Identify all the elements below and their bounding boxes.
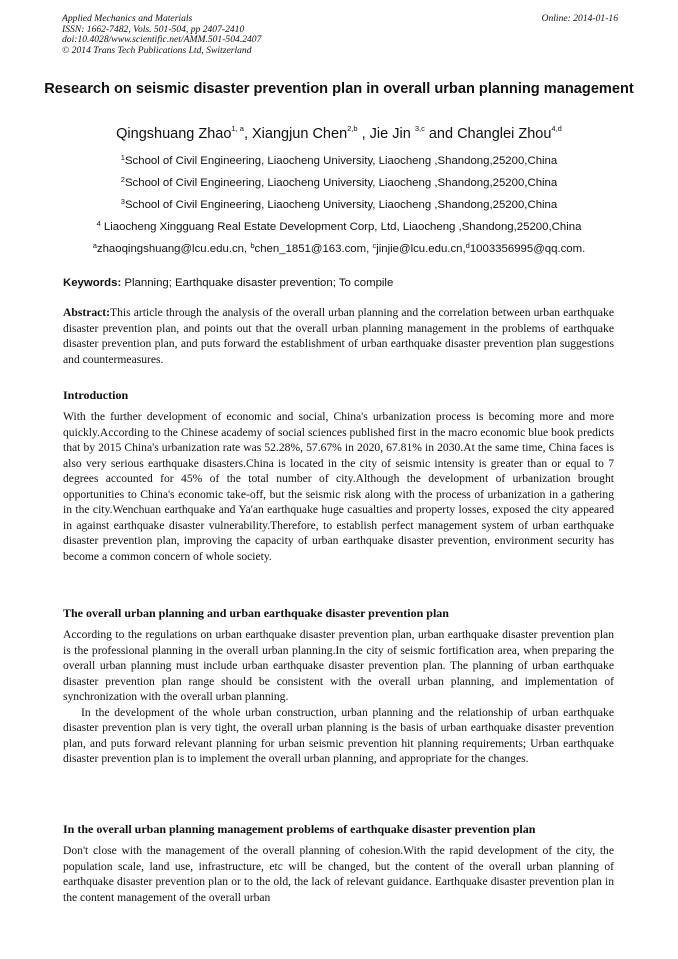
section2-heading: In the overall urban planning management problems of earthquake disaster prevention plan xyxy=(63,822,536,836)
author-sup: 2,b xyxy=(347,124,358,133)
keywords xyxy=(63,277,393,289)
email-sup: a xyxy=(92,241,97,250)
email-text: jinjie@lcu.edu.cn, xyxy=(376,243,466,255)
copyright-line: © 2014 Trans Tech Publications Ltd, Switzerland xyxy=(62,44,252,56)
email-text: zhaoqingshuang@lcu.edu.cn, xyxy=(96,243,251,255)
author-list xyxy=(30,126,648,142)
email-sup: b xyxy=(250,241,255,250)
intro-paragraph: With the further development of economic and social, China's urbanization process is becoming more and more quickly.According to the Chinese academy of social sciences published first in the macro economic blue book predicts that by 2015 China's urbanization rate was 52.28%, 57.67% in 2020, 67.81% in 2030.At the same time, China faces is also very serious earthquake disasters.China is located in the city of seismic intensity is greater than or equal to 7 degrees accounted for 45% of the total number of city.Although the development of urbanization brought opportunities to China's economic take-off, but the seismic risk along with the process of urbanization in a gathering in the city.Wenchuan earthquake and Ya'an earthquake huge casualties and property losses, exposed the city appeared in against earthquake disaster vulnerability.Therefore, to establish perfect management system of urban earthquake disaster prevention plan, improving the capacity of urban earthquake disaster prevention, environment security has become a common concern of whole society. xyxy=(63,410,614,563)
author-name: Qingshuang Zhao xyxy=(116,126,232,142)
author-name: Changlei Zhou xyxy=(457,126,552,142)
doi-line: doi:10.4028/www.scientific.net/AMM.501-504.2407 xyxy=(62,34,262,46)
affiliation-3 xyxy=(20,199,658,211)
abstract-label: Abstract: xyxy=(63,306,111,319)
affiliation-text: School of Civil Engineering, Liaocheng University, Liaocheng ,Shandong,25200,China xyxy=(124,177,558,189)
abstract xyxy=(63,305,614,367)
abstract-text: This article through the analysis of the overall urban planning and the correlation between urban earthquake disaster prevention plan, and points out that the overall urban planning management in the problems of earthquake disaster prevention plan, and puts forward the establishment of urban earthquake disaster prevention plan suggestions and countermeasures. xyxy=(63,306,614,366)
affiliation-4 xyxy=(20,221,658,233)
section1-paragraph-2: In the development of the whole urban construction, urban planning and the relationship of urban earthquake disaster prevention plan is very tight, the overall urban planning is the basis of urban earthquake disaster prevention plan, and puts forward relevant planning for urban seismic prevention hit planning requirements; Urban earthquake disaster prevention plan is to implement the overall urban planning, and appropriate for the changes. xyxy=(63,705,614,765)
affiliation-text: School of Civil Engineering, Liaocheng University, Liaocheng ,Shandong,25200,China xyxy=(124,155,558,167)
email-line xyxy=(20,243,658,255)
section1-paragraph-1: According to the regulations on urban earthquake disaster prevention plan, urban earthquake disaster prevention plan is the professional planning in the overall urban planning.In the city of seismic fortification area, when preparing the overall urban planning must include urban earthquake disaster prevention plan. The planning of urban earthquake disaster prevention plan range should be consistent with the overall urban planning, and implementation of synchronization with the overall urban planning. xyxy=(63,628,614,703)
section1-paragraphs xyxy=(63,627,614,767)
email-sup: d xyxy=(465,241,470,250)
journal-name: Applied Mechanics and Materials xyxy=(62,13,193,24)
affiliation-text: School of Civil Engineering, Liaocheng University, Liaocheng ,Shandong,25200,China xyxy=(124,199,558,211)
author-sup: 3,c xyxy=(414,124,425,133)
affiliation-text: Liaocheng Xingguang Real Estate Development Corp, Ltd, Liaocheng ,Shandong,25200,China xyxy=(100,221,582,233)
author-sep: and xyxy=(424,126,458,142)
issn-line: ISSN: 1662-7482, Vols. 501-504, pp 2407-2410 xyxy=(62,23,245,35)
affiliation-sup: 1 xyxy=(120,153,125,162)
email-text: chen_1851@163.com, xyxy=(254,243,373,255)
keywords-label: Keywords: xyxy=(63,277,122,289)
affiliation-sup: 2 xyxy=(120,175,125,184)
intro-heading: Introduction xyxy=(63,388,129,402)
author-name: Xiangjun Chen xyxy=(252,126,348,142)
author-name: Jie Jin xyxy=(369,126,415,142)
author-sep: , xyxy=(243,126,252,142)
affiliation-sup: 3 xyxy=(120,197,125,206)
section1-heading: The overall urban planning and urban earthquake disaster prevention plan xyxy=(63,606,449,620)
author-sup: 4,d xyxy=(551,124,562,133)
email-sup: c xyxy=(372,241,377,250)
author-sep: , xyxy=(357,126,370,142)
affiliation-2 xyxy=(20,177,658,189)
affiliation-1 xyxy=(20,155,658,167)
email-text: 1003356995@qq.com. xyxy=(469,243,586,255)
paper-title: Research on seismic disaster prevention plan in overall urban planning management xyxy=(44,81,634,97)
author-sup: 1, a xyxy=(231,124,244,133)
keywords-text: Planning; Earthquake disaster prevention; To compile xyxy=(121,277,394,289)
journal-header xyxy=(62,14,618,56)
affiliation-sup: 4 xyxy=(96,219,101,228)
online-date: Online: 2014-01-16 xyxy=(541,13,618,24)
section2-paragraph: Don't close with the management of the overall planning of cohesion.With the rapid development of the city, the population scale, land use, infrastructure, etc will be changed, but the content of the overall urban planning of earthquake disaster prevention plan or to the old, the lack of relevant guidance. Earthquake disaster prevention plan in the content management of the overall urban xyxy=(63,844,614,904)
